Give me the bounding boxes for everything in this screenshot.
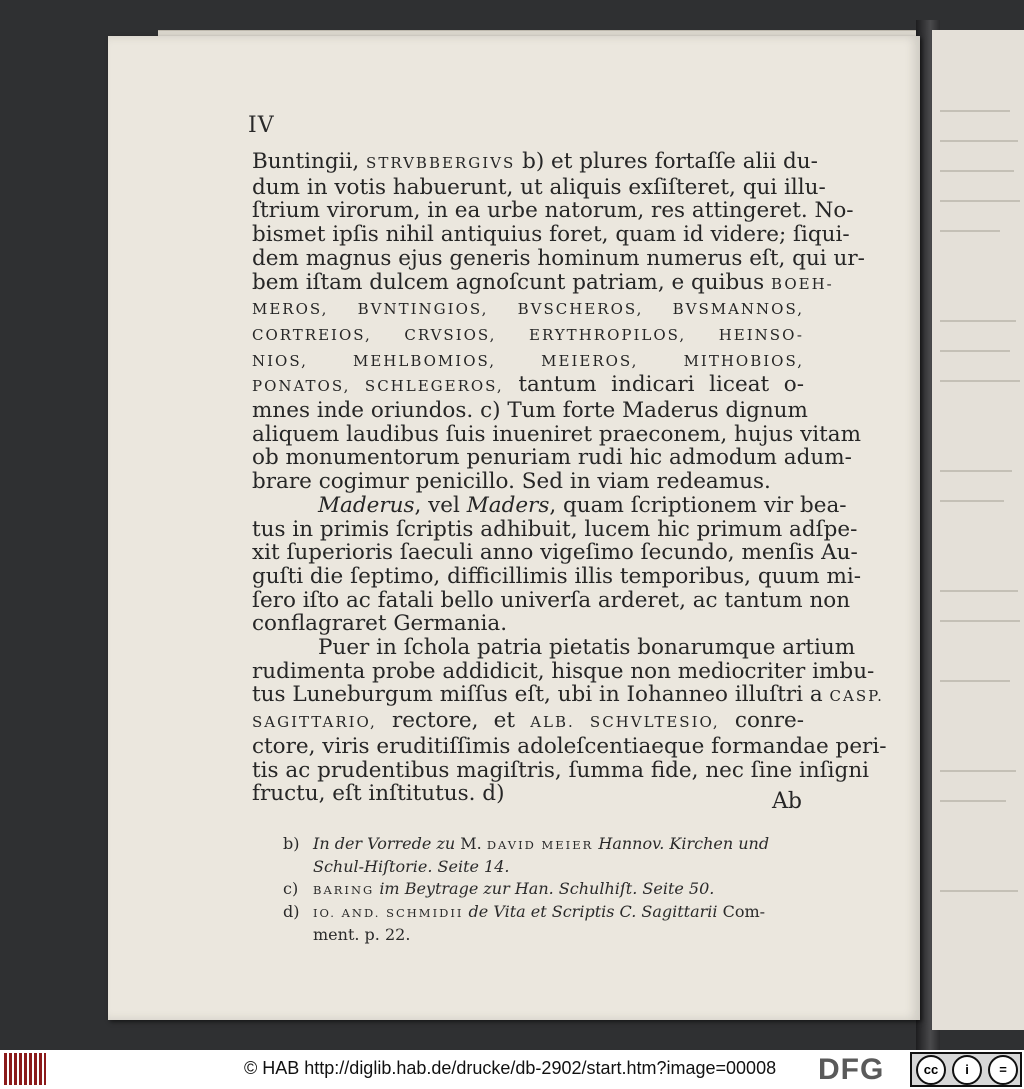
text-line (252, 198, 854, 224)
italic-text: Maderus (318, 492, 415, 518)
source-citation[interactable]: © HAB http://diglib.hab.de/drucke/db-2902/start.htm?image=00008 (244, 1058, 777, 1078)
text-run: , vel (414, 492, 467, 518)
text-run: Buntingii, (252, 149, 367, 174)
text-run: , quam ſcriptionem vir bea- (549, 492, 847, 518)
text-run: rectore, et (376, 708, 531, 734)
text-line (252, 733, 887, 759)
footnote-line (283, 924, 808, 946)
text-line (252, 322, 804, 348)
text-run: conflagraret Germania. (252, 611, 508, 637)
text-run: ctore, viris eruditiſſimis adoleſcentiaeque formandae peri- (252, 733, 887, 759)
share-alike-icon: = (988, 1055, 1018, 1085)
small-caps-name: PONATOS, SCHLEGEROS, (252, 377, 504, 396)
text-run: dum in votis habuerunt, ut aliquis exſiſteret, qui illu- (252, 174, 826, 200)
text-run: tus in primis ſcriptis adhibuit, lucem hic primum adſpe- (252, 516, 858, 542)
italic-text: Maders (466, 492, 550, 518)
italic-text: Schul-Hiſtorie. Seite 14. (313, 857, 510, 876)
text-line (252, 373, 804, 399)
italic-text: In der Vorrede zu (313, 834, 456, 853)
text-line (252, 421, 861, 447)
small-caps-name: DAVID MEIER (486, 838, 594, 852)
small-caps-name: ALB. SCHVLTESIO, (530, 713, 720, 732)
text-line (252, 540, 858, 566)
italic-text: de Vita et Scriptis C. Sagittarii (468, 902, 718, 921)
text-run: tis ac prudentibus magiſtris, ſumma fide, nec ſine inſigni (252, 757, 870, 783)
attribution-icon: i (952, 1055, 982, 1085)
text-line (252, 757, 870, 783)
text-run: aliquem laudibus ſuis inueniret praeconem, hujus vitam (252, 421, 861, 447)
footnote-line (283, 901, 808, 924)
text-line (252, 174, 826, 200)
text-line (252, 470, 804, 494)
cc-icon: cc (916, 1055, 946, 1085)
text-run: bismet ipſis nihil antiquius foret, quam id videre; ſiqui- (252, 222, 850, 248)
small-caps-name: MEROS, BVNTINGIOS, BVSCHEROS, BVSMANNOS, (252, 300, 804, 319)
dfg-logo[interactable]: DFG (818, 1053, 885, 1086)
footnote-line (283, 878, 808, 901)
small-caps-name: SAGITTARIO, (252, 713, 377, 732)
footnote-mark: d) (283, 902, 300, 921)
small-caps-name: CASP. (829, 687, 884, 706)
text-run: bem iſtam dulcem agnoſcunt patriam, e quibus (252, 269, 772, 295)
text-line (252, 269, 834, 297)
text-line (252, 445, 852, 471)
main-text (252, 149, 887, 807)
italic-text: im Beytrage zur Han. Schulhiſt. Seite 50. (379, 879, 715, 898)
text-line (252, 563, 862, 589)
text-line (252, 492, 847, 518)
text-run: M. (455, 834, 487, 853)
text-run: guſti die ſeptimo, difficillimis illis temporibus, quum mi- (252, 563, 862, 589)
text-run: fructu, eſt inſtitutus. d) (252, 781, 505, 807)
text-line (252, 782, 804, 806)
text-run: tantum indicari liceat o- (503, 372, 805, 398)
small-caps-name: BARING (313, 883, 375, 897)
footnote-mark: c) (283, 879, 299, 898)
text-line (252, 149, 818, 176)
small-caps-name: BOEH- (771, 274, 834, 293)
cc-license-badge[interactable] (910, 1052, 1022, 1087)
footnote-line (283, 833, 808, 856)
text-run: dem magnus ejus generis hominum numerus eſt, qui ur- (252, 245, 865, 271)
text-line (252, 587, 851, 613)
facing-page (932, 30, 1024, 1030)
text-line (252, 612, 804, 636)
text-line (252, 245, 865, 271)
text-run: ob monumentorum penuriam rudi hic admodum adum- (252, 445, 852, 471)
text-line (252, 296, 804, 322)
text-run: ſero iſto ac fatali bello univerſa arderet, ac tantum non (252, 587, 851, 613)
small-caps-name: CORTREIOS, CRVSIOS, ERYTHROPILOS, HEINSO- (252, 325, 804, 344)
text-run: brare cogimur penicillo. Sed in viam redeamus. (252, 469, 771, 495)
small-caps-name: STRVBBERGIVS (366, 154, 516, 172)
footnotes (283, 833, 808, 946)
hab-logo-icon[interactable] (4, 1053, 46, 1085)
text-run: tus Luneburgum miſſus eſt, ubi in Iohanneo illuſtri a (252, 682, 830, 708)
text-line (252, 348, 804, 374)
text-run: mnes inde oriundos. c) Tum forte Maderus dignum (252, 398, 808, 424)
footnote-mark: b) (283, 834, 300, 853)
text-run: rudimenta probe addidicit, hisque non mediocriter imbu- (252, 658, 875, 684)
catchword: Ab (772, 789, 802, 814)
italic-text: Hannov. Kirchen und (598, 834, 770, 853)
page-number: IV (248, 113, 275, 138)
text-run: ſtrium virorum, in ea urbe natorum, res attingeret. No- (252, 198, 854, 224)
text-line (252, 709, 804, 735)
text-run: xit ſuperioris ſaeculi anno vigeſimo ſecundo, menſis Au- (252, 540, 858, 566)
text-run: Puer in ſchola patria pietatis bonarumque artium (318, 635, 856, 661)
footnote-line (283, 856, 808, 878)
text-line (252, 658, 875, 684)
text-line (252, 398, 808, 424)
small-caps-name: NIOS, MEHLBOMIOS, MEIEROS, MITHOBIOS, (252, 351, 804, 370)
text-run: ment. p. 22. (313, 925, 411, 944)
viewer-footer (0, 1050, 1024, 1089)
small-caps-name: IO. AND. SCHMIDII (313, 906, 464, 920)
text-run: Com- (717, 902, 766, 921)
text-run: b) et plures fortaſſe alii du- (515, 149, 818, 174)
text-line (252, 222, 850, 248)
text-line (252, 635, 856, 661)
text-run: conre- (719, 708, 804, 734)
text-line (252, 516, 858, 542)
text-line (252, 682, 884, 709)
